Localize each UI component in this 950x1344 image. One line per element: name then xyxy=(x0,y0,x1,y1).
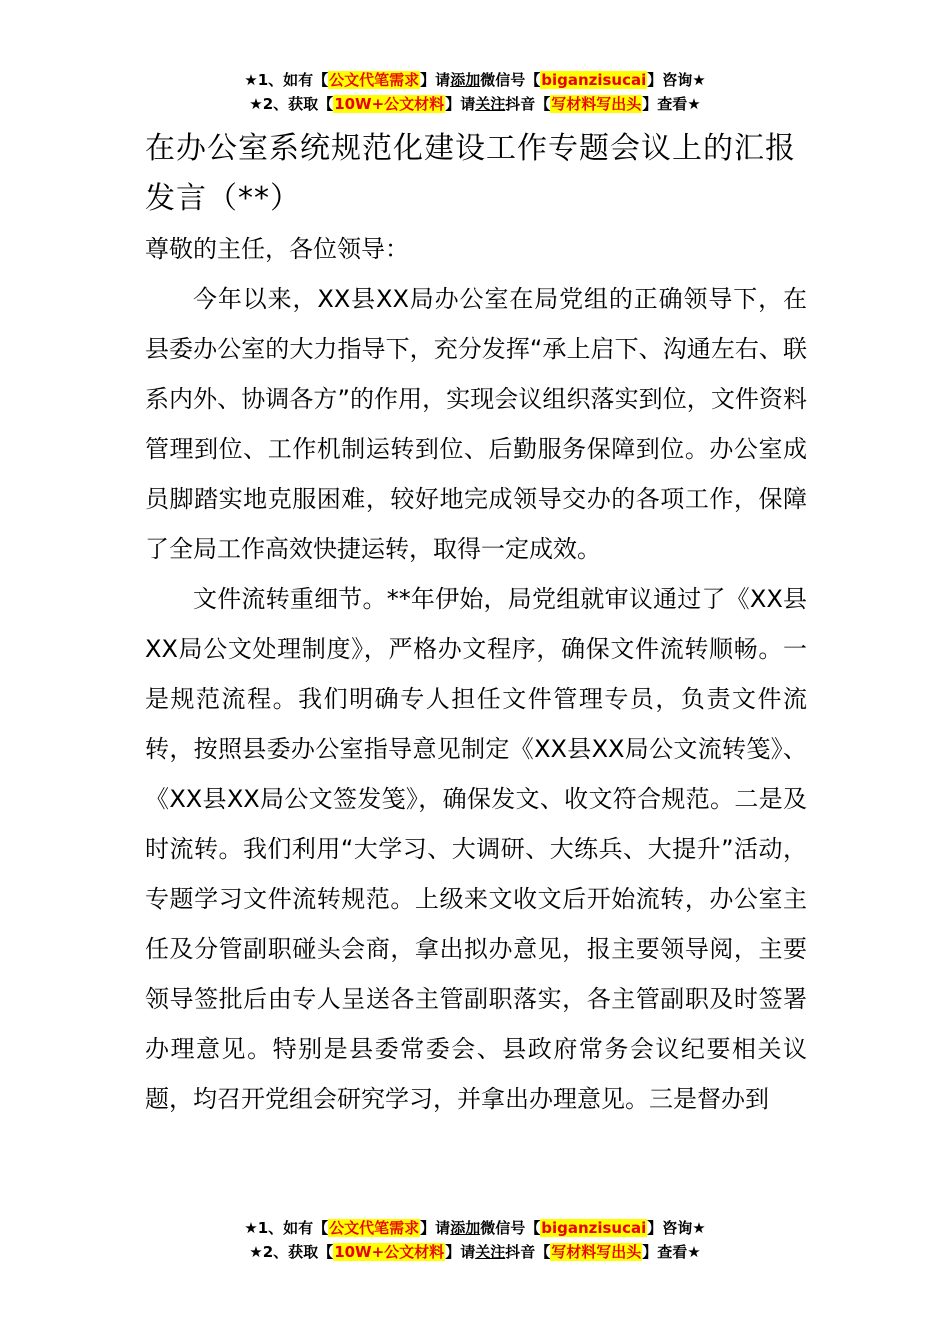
document-title: 在办公室系统规范化建设工作专题会议上的汇报发言（**） xyxy=(145,131,796,216)
banner-line-1 xyxy=(0,68,950,92)
banner-line-1 xyxy=(0,1216,950,1240)
banner-highlight: 10W+公文材料 xyxy=(334,1243,445,1261)
salutation: 尊敬的主任，各位领导： xyxy=(145,235,409,263)
banner-text: 】请 xyxy=(445,95,476,113)
banner-line-2 xyxy=(0,92,950,116)
banner-text: 】咨询★ xyxy=(647,1219,706,1237)
banner-highlight: 公文代笔需求 xyxy=(329,1219,420,1237)
bottom-banner xyxy=(0,1216,950,1264)
banner-highlight: biganzisucai xyxy=(541,71,647,89)
banner-text: ★1、如有【 xyxy=(244,1219,329,1237)
banner-text: 抖音【 xyxy=(505,95,551,113)
banner-line-2 xyxy=(0,1240,950,1264)
banner-highlight: biganzisucai xyxy=(541,1219,647,1237)
banner-underlined-text: 关注 xyxy=(475,1243,506,1261)
banner-highlight: 写材料写出头 xyxy=(551,1243,642,1261)
banner-highlight: 10W+公文材料 xyxy=(334,95,445,113)
banner-text: 】咨询★ xyxy=(647,71,706,89)
banner-highlight: 写材料写出头 xyxy=(551,95,642,113)
top-banner xyxy=(0,68,950,116)
document-body xyxy=(145,224,807,1124)
banner-underlined-text: 关注 xyxy=(475,95,506,113)
banner-text: ★1、如有【 xyxy=(244,71,329,89)
paragraph: 今年以来，XX县XX局办公室在局党组的正确领导下，在县委办公室的大力指导下，充分发挥“承上启下、沟通左右、联系内外、协调各方”的作用，实现会议组织落实到位，文件资料管理到位、工作机制运转到位、后勤服务保障到位。办公室成员脚踏实地克服困难，较好地完成领导交办的各项工作，保障了全局工作高效快捷运转，取得一定成效。 xyxy=(145,285,807,563)
banner-underlined-text: 添加 xyxy=(450,1219,481,1237)
banner-text: ★2、获取【 xyxy=(249,95,334,113)
banner-highlight: 公文代笔需求 xyxy=(329,71,420,89)
banner-text: ★2、获取【 xyxy=(249,1243,334,1261)
paragraph: 文件流转重细节。**年伊始，局党组就审议通过了《XX县XX局公文处理制度》，严格办文程序，确保文件流转顺畅。一是规范流程。我们明确专人担任文件管理专员，负责文件流转，按照县委办公室指导意见制定《XX县XX局公文流转笺》、《XX县XX局公文签发笺》，确保发文、收文符合规范。二是及时流转。我们利用“大学习、大调研、大练兵、大提升”活动，专题学习文件流转规范。上级来文收文后开始流转，办公室主任及分管副职碰头会商，拿出拟办意见，报主要领导阅，主要领导签批后由专人呈送各主管副职落实，各主管副职及时签署办理意见。特别是县委常委会、县政府常务会议纪要相关议题，均召开党组会研究学习，并拿出办理意见。三是督办到 xyxy=(145,585,807,1113)
banner-text: 】查看★ xyxy=(642,95,701,113)
banner-text: 】请 xyxy=(420,1219,451,1237)
banner-underlined-text: 添加 xyxy=(450,71,481,89)
banner-text: 】请 xyxy=(445,1243,476,1261)
banner-text: 】查看★ xyxy=(642,1243,701,1261)
banner-text: 微信号【 xyxy=(480,1219,541,1237)
banner-text: 微信号【 xyxy=(480,71,541,89)
banner-text: 】请 xyxy=(420,71,451,89)
banner-text: 抖音【 xyxy=(505,1243,551,1261)
